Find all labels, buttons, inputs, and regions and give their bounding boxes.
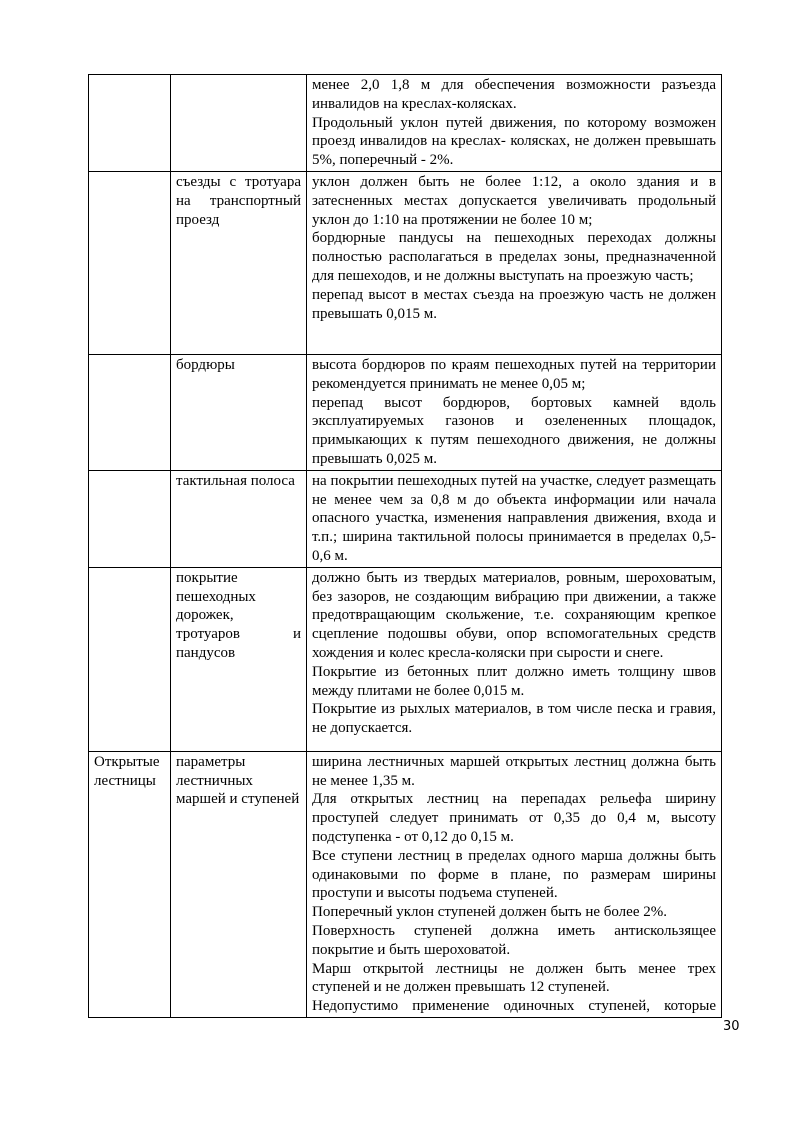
element-cell	[171, 751, 307, 1017]
requirement-paragraph: менее 2,0 1,8 м для обеспечения возможности разъезда инвалидов на креслах-колясках.	[312, 77, 716, 112]
requirement-paragraph: ширина лестничных маршей открытых лестниц должна быть не менее 1,35 м.	[312, 753, 716, 789]
requirement-paragraph: Покрытие из бетонных плит должно иметь толщину швов между плитами не более 0,015 м.	[312, 663, 716, 699]
element-label: параметры лестничных маршей и ступеней	[176, 753, 300, 808]
requirement-paragraph: Недопустимо применение одиночных ступеней, которые	[312, 998, 716, 1015]
table-row	[89, 172, 722, 355]
requirement-paragraph: на покрытии пешеходных путей на участке, следует размещать не менее чем за 0,8 м до объекта информации или начала опасного участка, изменения направления движения, входа и т.п.; ширина тактильной полосы принимается в пределах 0,5-0,6 м.	[312, 472, 716, 564]
section-cell	[89, 355, 171, 471]
section-cell	[89, 75, 171, 172]
section-label: Открытые лестницы	[94, 753, 160, 789]
requirements-table	[88, 74, 722, 1018]
element-label: покрытие пешеходных дорожек, тротуаров и пандусов	[176, 569, 301, 661]
table-row	[89, 751, 722, 1017]
requirement-paragraph: Поверхность ступеней должна иметь антискользящее покрытие и быть шероховатой.	[312, 922, 716, 958]
section-cell	[89, 567, 171, 751]
section-cell	[89, 470, 171, 567]
requirement-paragraph: должно быть из твердых материалов, ровным, шероховатым, без зазоров, не создающим вибрацию при движении, а также предотвращающим скольжение, т.е. сохраняющим крепкое сцепление подошвы обуви, опор вспомогательных средств хождения и колес кресла-коляски при сырости и снеге.	[312, 569, 716, 661]
requirement-cell	[307, 751, 722, 1017]
element-label: съезды с тротуара на транспортный проезд	[176, 174, 301, 228]
element-cell	[171, 470, 307, 567]
requirement-paragraph: Все ступени лестниц в пределах одного марша должны быть одинаковыми по форме в плане, по размерам ширины проступи и высоты подъема ступеней.	[312, 847, 716, 902]
table-row	[89, 567, 722, 751]
element-label: бордюры	[176, 357, 235, 373]
table-row	[89, 355, 722, 471]
requirement-paragraph: Марш открытой лестницы не должен быть менее трех ступеней и не должен превышать 12 ступеней.	[312, 960, 716, 996]
requirement-paragraph: бордюрные пандусы на пешеходных переходах должны полностью располагаться в пределах зоны, предназначенной для пешеходов, и не должны выступать на проезжую часть;	[312, 230, 716, 284]
requirement-paragraph: перепад высот в местах съезда на проезжую часть не должен превышать 0,015 м.	[312, 286, 716, 322]
requirement-paragraph: уклон должен быть не более 1:12, а около здания и в затесненных местах допускается увеличивать продольный уклон до 1:10 на протяжении не более 10 м;	[312, 174, 716, 228]
page-number: 30	[723, 1019, 740, 1034]
requirement-paragraph: Покрытие из рыхлых материалов, в том числе песка и гравия, не допускается.	[312, 701, 716, 737]
element-cell	[171, 355, 307, 471]
requirement-cell	[307, 355, 722, 471]
requirement-cell	[307, 172, 722, 355]
table-row	[89, 75, 722, 172]
element-cell	[171, 172, 307, 355]
requirement-paragraph: высота бордюров по краям пешеходных путей на территории рекомендуется принимать не менее 0,05 м;	[312, 357, 716, 392]
element-cell	[171, 567, 307, 751]
element-label: тактильная полоса	[176, 472, 295, 489]
requirement-paragraph: Продольный уклон путей движения, по которому возможен проезд инвалидов на креслах- колясках, не должен превышать 5%, поперечный - 2%.	[312, 114, 716, 169]
element-cell	[171, 75, 307, 172]
requirement-cell	[307, 75, 722, 172]
requirement-cell	[307, 470, 722, 567]
requirement-paragraph: перепад высот бордюров, бортовых камней вдоль эксплуатируемых газонов и озелененных площадок, примыкающих к путям пешеходного движения, не должны превышать 0,025 м.	[312, 394, 716, 467]
requirement-paragraph: Поперечный уклон ступеней должен быть не более 2%.	[312, 904, 667, 921]
section-cell	[89, 172, 171, 355]
table-row	[89, 470, 722, 567]
requirement-paragraph: Для открытых лестниц на перепадах рельефа ширину проступей следует принимать от 0,35 до 0,4 м, высоту подступенка - от 0,12 до 0,15 м.	[312, 791, 716, 845]
section-cell	[89, 751, 171, 1017]
requirement-cell	[307, 567, 722, 751]
